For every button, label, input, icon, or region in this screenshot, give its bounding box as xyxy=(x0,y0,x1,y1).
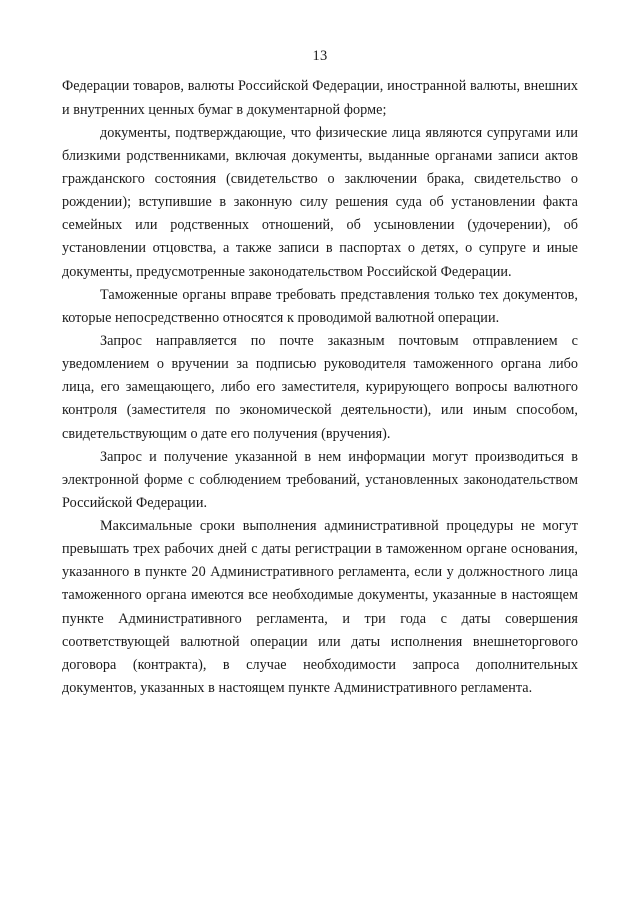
paragraph-1: Федерации товаров, валюты Российской Федерации, иностранной валюты, внешних и внутренних ценных бумаг в документарной форме; xyxy=(62,78,578,118)
page-number: 13 xyxy=(312,48,328,64)
paragraph-2: документы, подтверждающие, что физические лица являются супругами или близкими родственниками, включая документы, выданные органами записи актов гражданского состояния (свидетельство о заключении брака, свидетельство о рождении); вступившие в законную силу решения суда об установлении факта семейных или родственных отношений, об усыновлении (удочерении), об установлении отцовства, а также записи в паспортах о детях, о супруге и иные документы, предусмотренные законодательством Российской Федерации. xyxy=(62,124,578,280)
paragraph-4: Запрос направляется по почте заказным почтовым отправлением с уведомлением о вручении за подписью руководителя таможенного органа либо лица, его замещающего, либо его заместителя, курирующего вопросы валютного контроля (заместителя по экономической деятельности), или иным способом, свидетельствующим о дате его получения (вручения). xyxy=(62,332,578,442)
paragraph-3: Таможенные органы вправе требовать представления только тех документов, которые непосредственно относятся к проводимой валютной операции. xyxy=(62,286,578,326)
paragraph-6: Максимальные сроки выполнения административной процедуры не могут превышать трех рабочих дней с даты регистрации в таможенном органе основания, указанного в пункте 20 Административного регламента, если у должностного лица таможенного органа имеются все необходимые документы, указанные в настоящем пункте Административного регламента, и три года с даты совершения соответствующей валютной операции или даты исполнения внешнеторгового договора (контракта), в случае необходимости запроса дополнительных документов, указанных в настоящем пункте Административного регламента. xyxy=(62,518,578,697)
paragraph-5: Запрос и получение указанной в нем информации могут производиться в электронной форме с соблюдением требований, установленных законодательством Российской Федерации. xyxy=(62,448,578,511)
